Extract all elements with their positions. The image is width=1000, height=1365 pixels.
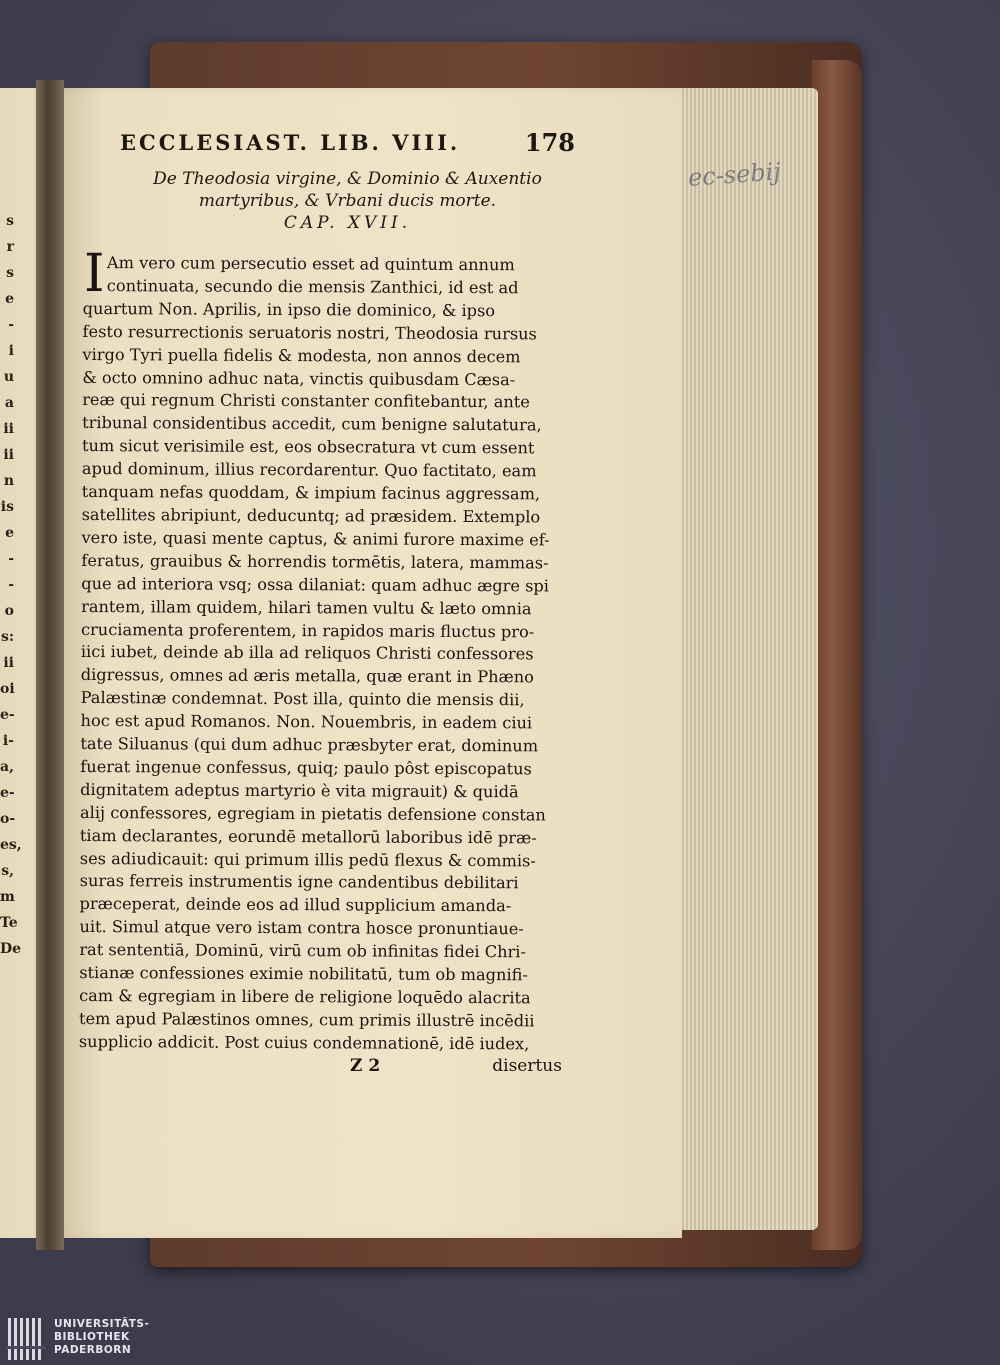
margin-fragment: o-	[0, 811, 16, 827]
logo-line: PADERBORN	[54, 1344, 132, 1356]
text-line: quartum Non. Aprilis, in ipso die dominico, & ipso	[82, 298, 496, 320]
text-line: feratus, grauibus & horrendis tormētis, latera, mammas-	[81, 550, 549, 573]
text-line: supplicio addicit. Post cuius condemnationē, idē iudex,	[78, 1031, 530, 1054]
text-line: suras ferreis instrumentis igne candentibus debilitari	[79, 871, 519, 893]
text-line: satellites abripiunt, deducuntq; ad præsidem. Extemplo	[81, 504, 541, 527]
margin-fragment: e	[5, 525, 14, 541]
library-logo-text	[54, 1318, 149, 1357]
margin-fragment: De	[0, 941, 22, 957]
text-line: rat sententiā, Dominū, virū cum ob infinitas fidei Chri-	[79, 940, 527, 962]
text-line: cruciamenta proferentem, in rapidos maris fluctus pro-	[80, 619, 535, 641]
chapter-heading	[120, 168, 575, 234]
text-line: tanquam nefas quoddam, & impium facinus aggressam,	[81, 482, 541, 504]
book-gutter	[36, 80, 64, 1250]
logo-line: UNIVERSITÄTS-	[54, 1318, 150, 1330]
margin-fragment: s:	[0, 629, 14, 645]
signature-mark: Z 2	[350, 1056, 381, 1076]
text-line: reæ qui regnum Christi constanter confitebantur, ante	[82, 390, 530, 412]
text-line: tribunal considentibus accedit, cum benigne salutatura,	[82, 413, 542, 435]
text-line: apud dominum, illius recordarentur. Quo factitato, eam	[81, 459, 537, 481]
margin-fragment: r	[6, 239, 14, 255]
text-line: virgo Tyri puella fidelis & modesta, non annos decem	[82, 344, 521, 366]
text-line: que ad interiora vsq; ossa dilaniat: quam adhuc ægre spi	[81, 573, 550, 596]
text-line: cam & egregiam in libere de religione loquēdo alacrita	[79, 985, 531, 1008]
margin-fragment: s	[6, 265, 14, 281]
margin-fragment: es,	[0, 837, 22, 853]
cover-edge	[812, 60, 862, 1250]
margin-fragment: a	[4, 395, 14, 411]
margin-fragment: Te	[0, 915, 18, 931]
margin-fragment: -	[8, 551, 14, 567]
margin-fragment: ii	[3, 421, 14, 437]
text-line: uit. Simul atque vero istam contra hosce pronuntiaue-	[79, 917, 524, 939]
margin-fragment: e-	[0, 707, 15, 723]
text-line: ses adiudicauit: qui primum illis pedū flexus & commis-	[79, 848, 536, 870]
text-line: alij confessores, egregiam in pietatis defensione constan	[80, 802, 546, 825]
margin-fragment: s	[6, 213, 14, 229]
margin-fragment: e-	[0, 785, 15, 801]
margin-fragment: e	[5, 291, 14, 307]
text-line: stianæ confessiones eximie nobilitatū, tum ob magnifi-	[79, 963, 529, 985]
text-line: præceperat, deinde eos ad illud supplicium amanda-	[79, 894, 512, 916]
text-line: vero iste, quasi mente captus, & animi furore maxime ef-	[81, 527, 550, 550]
fore-edge-ink: ec-sebij	[687, 157, 782, 192]
margin-fragment: ii	[3, 655, 14, 671]
margin-fragment: s,	[1, 863, 14, 879]
chapter-heading-line: martyribus, & Vrbani ducis morte.	[198, 191, 497, 211]
text-line: tiam declarantes, eorundē metallorū laboribus idē præ-	[79, 825, 537, 848]
margin-fragment: n	[3, 473, 14, 489]
margin-fragment: -	[8, 317, 14, 333]
page-footer	[350, 1056, 562, 1082]
text-line: tum sicut verisimile est, eos obsecratura vt cum essent	[81, 436, 535, 458]
margin-fragment: ii	[3, 447, 14, 463]
margin-fragment: u	[3, 369, 14, 385]
text-line: fuerat ingenue confessus, quiq; paulo pôst episcopatus	[80, 756, 532, 779]
body-text	[79, 252, 575, 1056]
logo-line: BIBLIOTHEK	[54, 1331, 130, 1343]
text-line: Am vero cum persecutio esset ad quintum annum	[106, 253, 515, 275]
margin-fragment: i-	[2, 733, 14, 749]
folio-number: 178	[524, 128, 575, 157]
text-line: Palæstinæ condemnat. Post illa, quinto die mensis dii,	[80, 688, 525, 710]
page-header	[120, 128, 575, 162]
margin-fragment: i	[8, 343, 14, 359]
text-line: rantem, illam quidem, hilari tamen vultu & læto omnia	[81, 596, 532, 618]
left-page-margin-text	[0, 208, 22, 962]
margin-fragment: o	[4, 603, 14, 619]
margin-fragment: a,	[0, 759, 14, 775]
text-line: iici iubet, deinde ab illa ad reliquos Christi confessores	[80, 642, 534, 664]
drop-capital: I	[84, 244, 105, 304]
margin-fragment: -	[8, 577, 14, 593]
margin-fragment: oi	[0, 681, 15, 697]
text-line: tate Siluanus (qui dum adhuc præsbyter erat, dominum	[80, 734, 539, 756]
text-line: dignitatem adeptus martyrio è vita migrauit) & quidā	[80, 779, 519, 802]
text-line: hoc est apud Romanos. Non. Nouembris, in eadem ciui	[80, 711, 533, 733]
text-line: continuata, secundo die mensis Zanthici, id est ad	[106, 276, 519, 298]
text-line: tem apud Palæstinos omnes, cum primis illustrē incēdii	[78, 1008, 535, 1031]
text-line: digressus, omnes ad æris metalla, quæ erant in Phæno	[80, 665, 535, 687]
margin-fragment: is	[0, 499, 14, 515]
running-head: ECCLESIAST. LIB. VIII.	[120, 130, 461, 155]
text-line: festo resurrectionis seruatoris nostri, Theodosia rursus	[82, 321, 537, 344]
chapter-number: CAP. XVII.	[283, 213, 412, 233]
catchword: disertus	[492, 1056, 562, 1076]
page-stack-fore-edge	[672, 88, 818, 1230]
chapter-heading-line: De Theodosia virgine, & Dominio & Auxentio	[153, 169, 542, 189]
margin-fragment: m	[0, 889, 15, 905]
text-line: & octo omnino adhuc nata, vinctis quibusdam Cæsa-	[82, 367, 516, 389]
